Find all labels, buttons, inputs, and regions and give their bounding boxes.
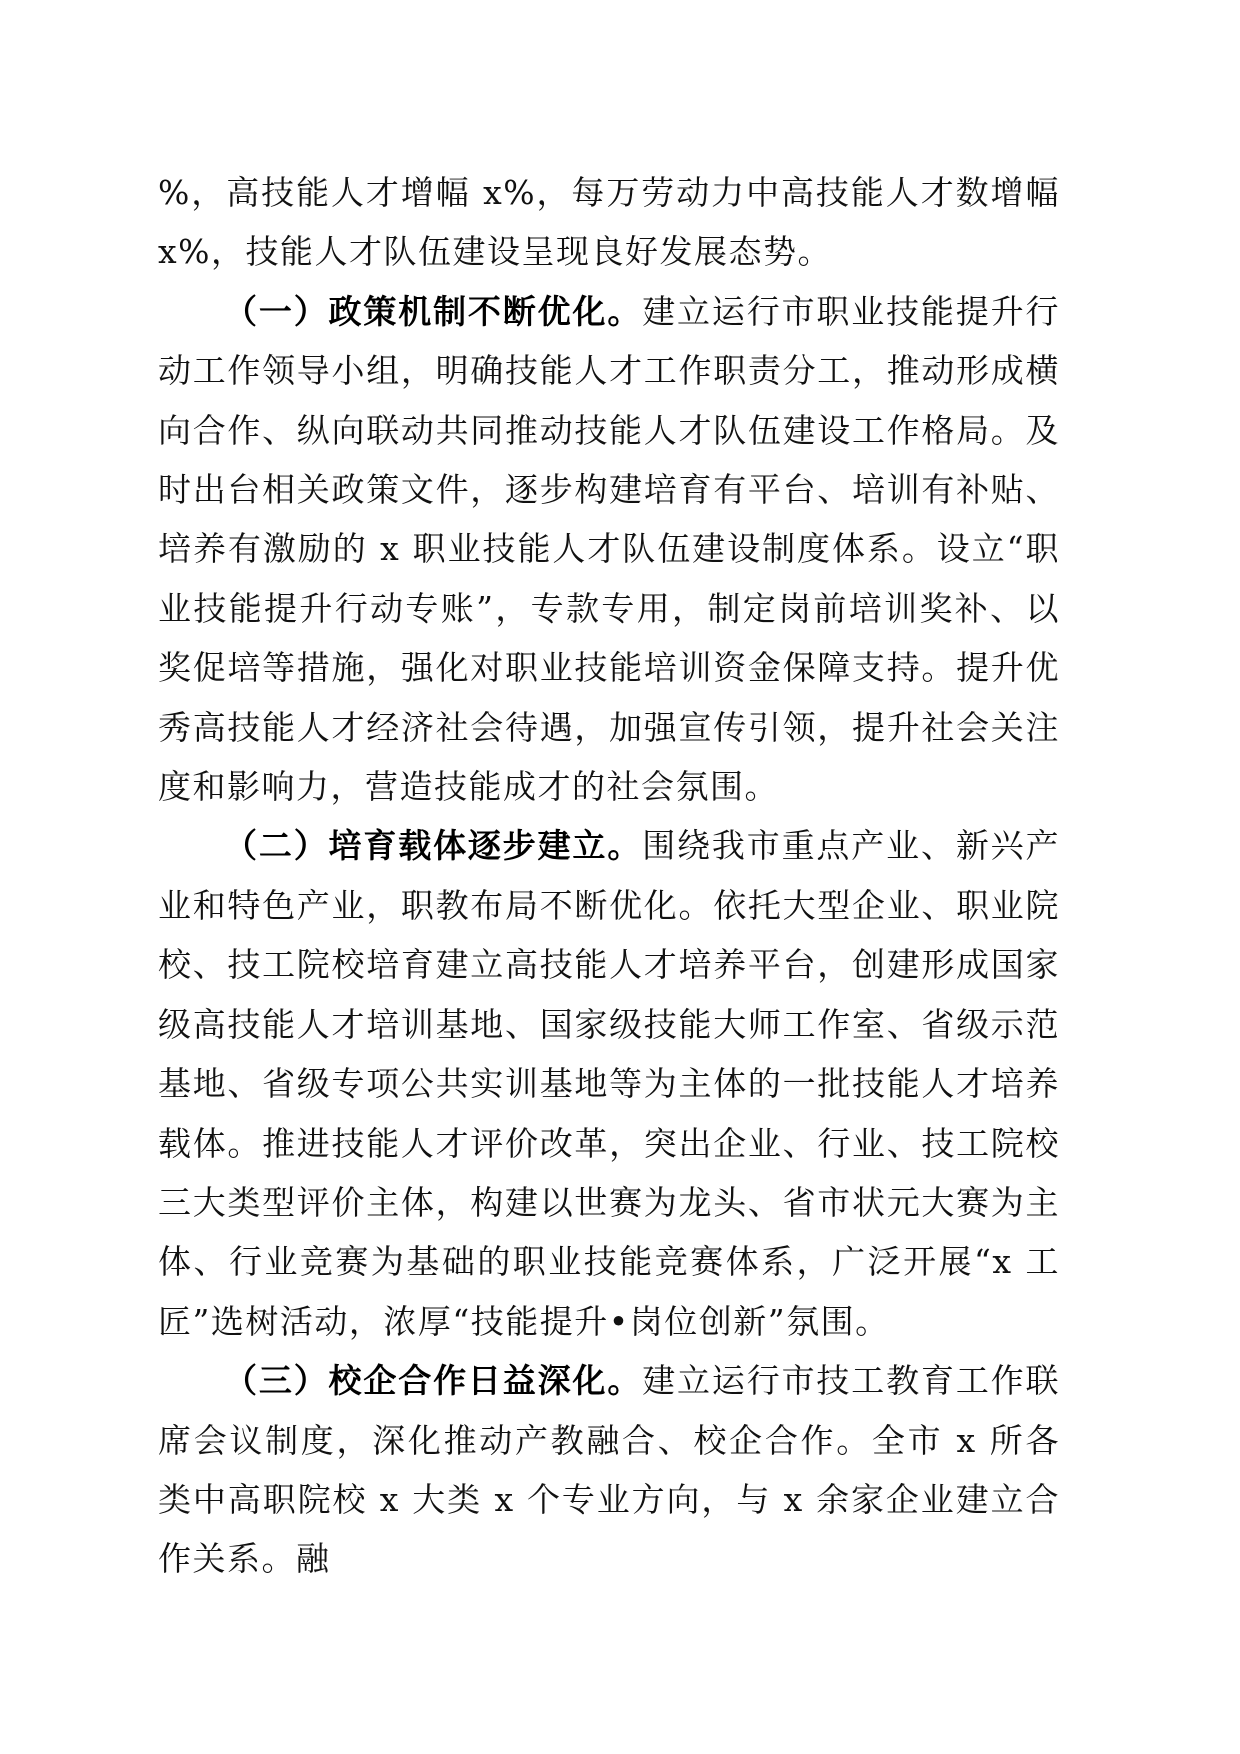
section-3-heading: （三）校企合作日益深化。 <box>224 1361 643 1401</box>
intro-paragraph <box>158 163 1060 282</box>
section-2-paragraph <box>158 816 1060 1351</box>
section-1-heading: （一）政策机制不断优化。 <box>224 291 643 331</box>
section-1-paragraph <box>158 282 1060 817</box>
document-body <box>158 163 1060 1589</box>
section-3-body: 建立运行市技工教育工作联席会议制度，深化推动产教融合、校企合作。全市 x 所各类中高职院校 x 大类 x 个专业方向，与 x 余家企业建立合作关系。融 <box>158 1361 1061 1579</box>
section-1-body: 建立运行市职业技能提升行动工作领导小组，明确技能人才工作职责分工，推动形成横向合作、纵向联动共同推动技能人才队伍建设工作格局。及时出台相关政策文件，逐步构建培育有平台、培训有补贴、培养有激励的 x 职业技能人才队伍建设制度体系。设立“职业技能提升行动专账”，专款专用，制定岗前培训奖补、以奖促培等措施，强化对职业技能培训资金保障支持。提升优秀高技能人才经济社会待遇，加强宣传引领，提升社会关注度和影响力，营造技能成才的社会氛围。 <box>158 291 1061 807</box>
section-3-paragraph <box>158 1351 1060 1589</box>
intro-text: %，高技能人才增幅 x%，每万劳动力中高技能人才数增幅 x%，技能人才队伍建设呈现良好发展态势。 <box>158 173 1060 272</box>
section-2-heading: （二）培育载体逐步建立。 <box>224 826 643 866</box>
section-2-body: 围绕我市重点产业、新兴产业和特色产业，职教布局不断优化。依托大型企业、职业院校、技工院校培育建立高技能人才培养平台，创建形成国家级高技能人才培训基地、国家级技能大师工作室、省级示范基地、省级专项公共实训基地等为主体的一批技能人才培养载体。推进技能人才评价改革，突出企业、行业、技工院校三大类型评价主体，构建以世赛为龙头、省市状元大赛为主体、行业竞赛为基础的职业技能竞赛体系，广泛开展“x 工匠”选树活动，浓厚“技能提升•岗位创新”氛围。 <box>158 826 1061 1341</box>
